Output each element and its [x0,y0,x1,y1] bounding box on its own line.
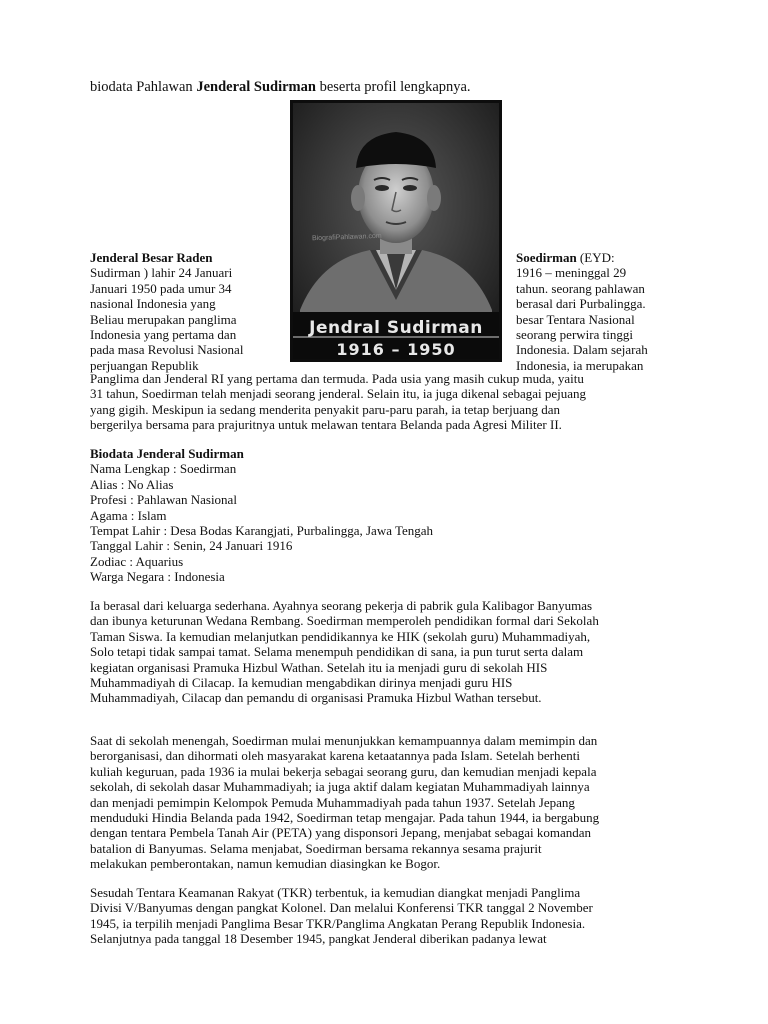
intro-left-line: Jenderal Besar Raden [90,250,213,265]
paragraph-line: bergerilya bersama para prajuritnya untuk melawan tentara Belanda pada Agresi Militer II. [90,417,562,433]
intro-right-first-line [516,250,648,265]
intro-left-line: pada masa Revolusi Nasional [90,342,244,358]
paragraph-line: Taman Siswa. Ia kemudian melanjutkan pendidikannya ke HIK (sekolah guru) Muhammadiyah, [90,628,591,644]
intro-left-column [90,250,243,373]
paragraph-line: dan menjadi pemimpin Kelompok Pemuda Muhammadiyah pada tahun 1937. Setelah Jepang [90,794,575,810]
intro-right-line: seorang perwira tinggi [516,326,633,342]
intro-left-line: Januari 1950 pada umur 34 [90,280,232,296]
paragraph-line: Solo tetapi tidak sampai tamat. Selama menempuh pendidikan di sana, ia pun turut serta dalam [90,644,584,660]
title-suffix: beserta profil lengkapnya. [315,79,471,95]
intro-right-column [516,250,648,373]
photo-caption-name: Jendral Sudirman [309,318,483,338]
paragraph-line: menduduki Hindia Belanda pada 1942, Soedirman tetap mengajar. Pada tahun 1944, ia bergabung [90,809,600,825]
biodata-field: Nama Lengkap : Soedirman [90,461,237,477]
intro-right-line: 1916 – meninggal 29 [516,265,627,281]
paragraph-line: 31 tahun, Soedirman telah menjadi seorang jenderal. Selain itu, ia juga dikenal sebagai pejuang [90,386,587,402]
paragraph-line: kegiatan organisasi Pramuka Hizbul Wathan. Setelah itu ia menjadi guru di sekolah HIS [90,659,548,675]
paragraph-line: batalion di Banyumas. Selama menjabat, Soedirman bersama rekannya sesama prajurit [90,840,542,856]
intro-continuation [90,371,700,433]
paragraph-line: berorganisasi, dan dihormati oleh masyarakat karena ketaatannya pada Islam. Setelah berhenti [90,748,580,764]
biodata-field: Agama : Islam [90,507,167,523]
paragraph-line: melakukan pemberontakan, namun kemudian diasingkan ke Bogor. [90,856,441,872]
intro-left-line: Indonesia yang pertama dan [90,326,237,342]
intro-left-line: nasional Indonesia yang [90,296,216,312]
paragraph-line: Sesudah Tentara Keamanan Rakyat (TKR) terbentuk, ia kemudian diangkat menjadi Panglima [90,885,581,900]
intro-left-line: Sudirman ) lahir 24 Januari [90,265,233,281]
intro-right-line: tahun. seorang pahlawan [516,280,645,296]
paragraph-line: 1945, ia terpilih menjadi Panglima Besar TKR/Panglima Angkatan Perang Republik Indonesia. [90,915,586,931]
paragraph-line: Muhammadiyah di Cilacap. Ia kemudian mengabdikan dirinya menjadi guru HIS [90,674,513,690]
biodata-field: Tempat Lahir : Desa Bodas Karangjati, Purbalingga, Jawa Tengah [90,522,434,538]
title-bold-name: Jenderal Sudirman [196,79,316,95]
paragraph-line: Selanjutnya pada tanggal 18 Desember 1945, pangkat Jenderal diberikan padanya lewat [90,931,547,947]
biodata-field: Profesi : Pahlawan Nasional [90,492,237,508]
biodata-heading: Biodata Jenderal Sudirman [90,446,244,461]
paragraph-line: yang gigih. Meskipun ia sedang menderita penyakit paru-paru parah, ia tetap berjuang dan [90,401,561,417]
paragraph-line: Muhammadiyah, Cilacap dan pemandu di organisasi Pramuka Hizbul Wathan tersebut. [90,690,542,706]
photo-caption-years: 1916 – 1950 [336,340,456,359]
paragraph-line: Saat di sekolah menengah, Soedirman mulai menunjukkan kemampuannya dalam memimpin dan [90,733,598,748]
paragraph-line: sekolah, di sekolah dasar Muhammadiyah; ia juga aktif dalam kegiatan Muhammadiyah lainnya [90,779,590,795]
paragraph-line: dan ibunya keturunan Wedana Rembang. Soedirman memperoleh pendidikan formal dari Sekolah [90,613,599,629]
intro-right-line: Indonesia, ia merupakan [516,357,644,373]
portrait-photo [290,100,502,362]
paragraph-line: Divisi V/Banyumas dengan pangkat Kolonel. Dan melalui Konferensi TKR tanggal 2 November [90,900,593,916]
biodata-field: Alias : No Alias [90,476,174,492]
paragraph-line: Panglima dan Jenderal RI yang pertama dan termuda. Pada usia yang masih cukup muda, yaitu [90,371,584,386]
paragraph-line: Ia berasal dari keluarga sederhana. Ayahnya seorang pekerja di pabrik gula Kalibagor Banyumas [90,598,593,613]
paragraph-line: kuliah keguruan, pada 1936 ia mulai bekerja sebagai seorang guru, dan kemudian menjadi kepala [90,763,597,779]
intro-left-line: Beliau merupakan panglima [90,311,237,327]
document-title [90,79,471,96]
paragraph-line: dengan tentara Pembela Tanah Air (PETA) yang disponsori Jepang, menjabat sebagai komandan [90,825,592,841]
paragraph-tkr [90,885,700,947]
intro-right-line: Indonesia. Dalam sejarah [516,342,648,358]
biodata-section [90,446,700,585]
paragraph-career [90,733,700,872]
intro-left-line: perjuangan Republik [90,357,199,373]
intro-right-line: besar Tentara Nasional [516,311,635,327]
intro-name-bold: Soedirman [516,250,577,265]
intro-right-line: berasal dari Purbalingga. [516,296,646,312]
biodata-field: Zodiac : Aquarius [90,553,184,569]
photo-watermark: BiografiPahlawan.com [311,232,382,243]
intro-eyd: (EYD: [576,250,615,265]
title-prefix: biodata Pahlawan [90,79,197,95]
biodata-field: Warga Negara : Indonesia [90,569,225,585]
paragraph-early-life [90,598,700,706]
biodata-field: Tanggal Lahir : Senin, 24 Januari 1916 [90,538,293,554]
